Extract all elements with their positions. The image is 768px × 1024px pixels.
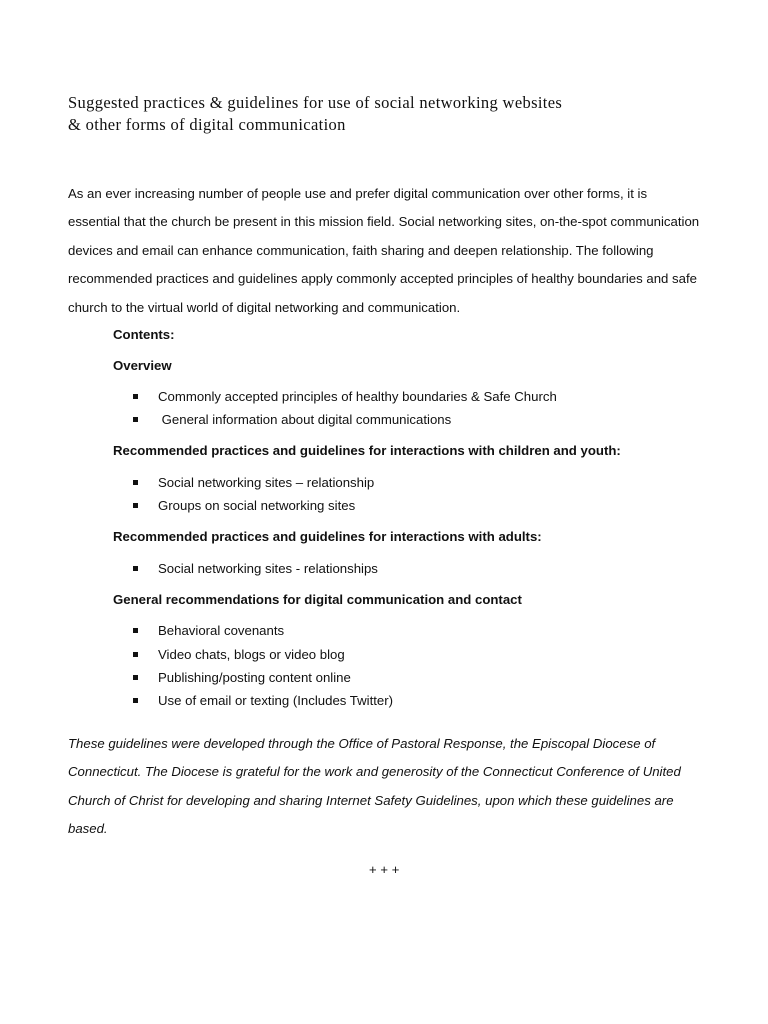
intro-paragraph bbox=[68, 180, 713, 322]
section-separator: + + + bbox=[368, 862, 400, 877]
square-bullet-icon bbox=[133, 652, 138, 657]
square-bullet-icon bbox=[133, 503, 138, 508]
closing-line: Connecticut. The Diocese is grateful for the work and generosity of the Connecticut Conference of United bbox=[68, 764, 681, 780]
square-bullet-icon bbox=[133, 417, 138, 422]
list-item-text: Social networking sites – relationship bbox=[158, 475, 375, 490]
intro-line: devices and email can enhance communication, faith sharing and deepen relationship. The following bbox=[68, 242, 654, 258]
section-heading-general: General recommendations for digital communication and contact bbox=[113, 592, 522, 607]
closing-line: These guidelines were developed through the Office of Pastoral Response, the Episcopal Diocese of bbox=[68, 736, 656, 751]
document-title bbox=[68, 92, 708, 136]
list-item-text: Video chats, blogs or video blog bbox=[158, 647, 345, 662]
square-bullet-icon bbox=[133, 480, 138, 485]
list-item-text: Behavioral covenants bbox=[158, 623, 285, 638]
document-title-line: & other forms of digital communication bbox=[68, 115, 346, 134]
contents-label: Contents: bbox=[113, 327, 175, 342]
list-item-text: Publishing/posting content online bbox=[158, 670, 351, 685]
square-bullet-icon bbox=[133, 628, 138, 633]
intro-line: church to the virtual world of digital networking and communication. bbox=[68, 299, 461, 315]
list-item-text: General information about digital communications bbox=[158, 412, 452, 427]
list-item-text: Groups on social networking sites bbox=[158, 498, 356, 513]
list-item-text: Use of email or texting (Includes Twitter) bbox=[158, 693, 394, 708]
square-bullet-icon bbox=[133, 675, 138, 680]
list-item-text: Social networking sites - relationships bbox=[158, 561, 378, 576]
closing-line: based. bbox=[68, 821, 108, 837]
square-bullet-icon bbox=[133, 394, 138, 399]
square-bullet-icon bbox=[133, 566, 138, 571]
document-title-line: Suggested practices & guidelines for use of social networking websites bbox=[68, 93, 563, 112]
square-bullet-icon bbox=[133, 698, 138, 703]
closing-line: Church of Christ for developing and sharing Internet Safety Guidelines, upon which these guidelines are bbox=[68, 792, 674, 808]
list-item-text: Commonly accepted principles of healthy boundaries & Safe Church bbox=[158, 389, 557, 404]
section-heading-children-youth: Recommended practices and guidelines for interactions with children and youth: bbox=[113, 443, 621, 458]
intro-line: As an ever increasing number of people use and prefer digital communication over other forms, it is bbox=[68, 186, 648, 201]
closing-note bbox=[68, 730, 713, 844]
intro-line: essential that the church be present in this mission field. Social networking sites, on-the-spot communication bbox=[68, 214, 700, 230]
section-heading-adults: Recommended practices and guidelines for interactions with adults: bbox=[113, 529, 542, 544]
section-heading-overview: Overview bbox=[113, 358, 172, 373]
intro-line: recommended practices and guidelines apply commonly accepted principles of healthy boundaries and safe bbox=[68, 271, 697, 287]
